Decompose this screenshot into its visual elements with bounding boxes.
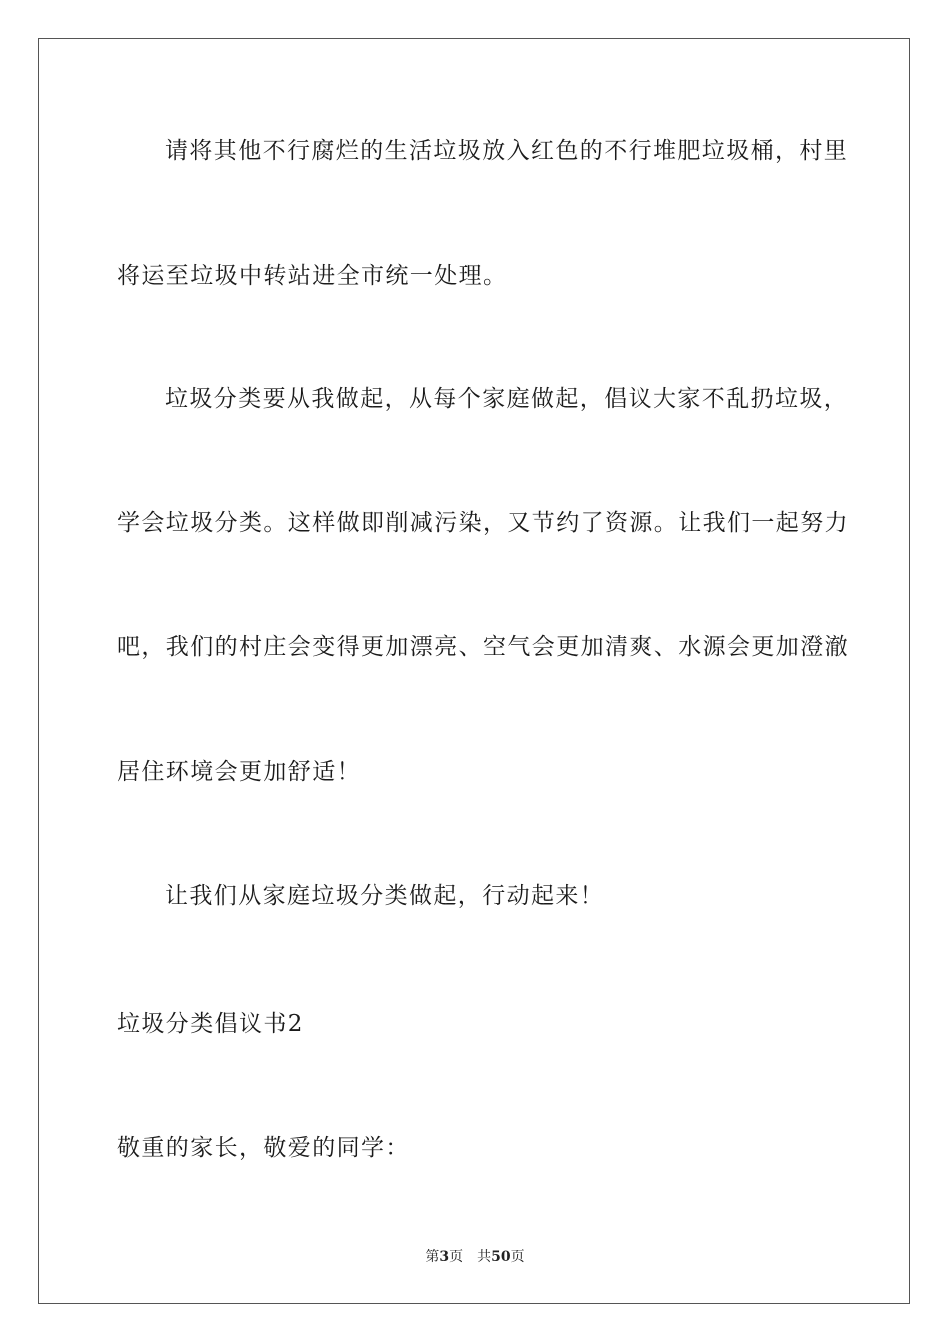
paragraph-line: 居住环境会更加舒适！ bbox=[117, 759, 361, 785]
page-suffix: 页 bbox=[449, 1249, 464, 1265]
page-footer bbox=[0, 1248, 950, 1266]
paragraph-line: 请将其他不行腐烂的生活垃圾放入红色的不行堆肥垃圾桶，村里 bbox=[165, 138, 849, 164]
total-prefix: 共 bbox=[477, 1249, 492, 1265]
section-heading: 垃圾分类倡议书2 bbox=[117, 1011, 304, 1037]
paragraph-line: 学会垃圾分类。这样做即削减污染，又节约了资源。让我们一起努力 bbox=[117, 510, 849, 536]
paragraph-line: 让我们从家庭垃圾分类做起，行动起来！ bbox=[165, 883, 605, 909]
page-border bbox=[38, 38, 910, 1304]
salutation-line: 敬重的家长，敬爱的同学： bbox=[117, 1135, 410, 1161]
total-pages-number: 50 bbox=[491, 1249, 511, 1265]
paragraph-line: 吧，我们的村庄会变得更加漂亮、空气会更加清爽、水源会更加澄澈 bbox=[117, 634, 849, 660]
total-suffix: 页 bbox=[510, 1249, 525, 1265]
paragraph-line: 将运至垃圾中转站进全市统一处理。 bbox=[117, 263, 508, 289]
page-prefix: 第 bbox=[425, 1249, 440, 1265]
paragraph-line: 垃圾分类要从我做起，从每个家庭做起，倡议大家不乱扔垃圾， bbox=[165, 386, 849, 412]
current-page-number: 3 bbox=[439, 1249, 450, 1265]
